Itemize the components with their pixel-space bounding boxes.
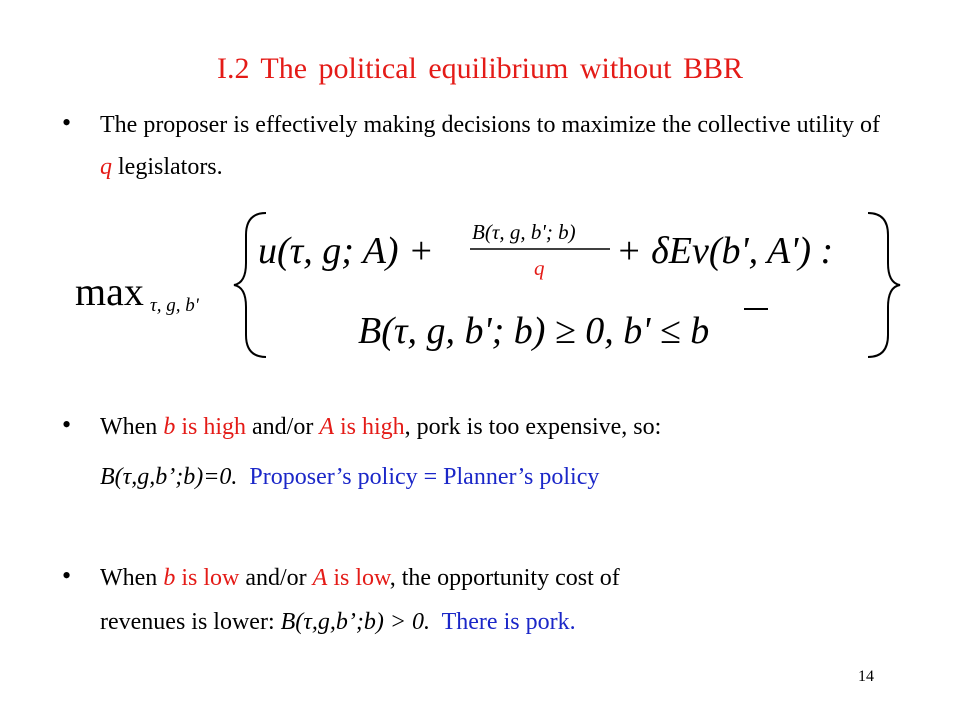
bullet-2-andor: and/or (246, 414, 320, 440)
bullet-3-rest: , the opportunity cost of (389, 565, 620, 591)
bullet-3-when: When (100, 565, 164, 591)
bullet-marker: • (62, 561, 72, 590)
bullet-3-is-low-2: is low (327, 565, 390, 591)
formula-fraction-denominator: q (534, 256, 545, 280)
bullet-2-rest: , pork is too expensive, so: (404, 414, 662, 440)
slide-title: I.2 The political equilibrium without BBR (216, 52, 744, 85)
bullet-2-is-high-2: is high (333, 414, 405, 440)
bullet-3-line-2 (100, 601, 880, 643)
bullet-2-line-2 (100, 456, 880, 498)
bullet-2-A: A (319, 414, 334, 440)
bullet-3-pork: There is pork. (441, 609, 576, 635)
bullet-2-text (100, 406, 880, 498)
bullet-marker: • (62, 108, 72, 137)
bullet-1-q: q (100, 154, 112, 180)
bullet-3-is-low-1: is low (175, 565, 240, 591)
formula-fraction-numerator: B(τ, g, b'; b) (472, 220, 576, 244)
bullet-1-text (100, 104, 880, 188)
bullet-3-A: A (312, 565, 328, 591)
bullet-2-b: b (163, 414, 176, 440)
formula-constraint: B(τ, g, b'; b) ≥ 0, b' ≤ b (358, 310, 710, 352)
bullet-2-policy: Proposer’s policy = Planner’s policy (249, 464, 600, 490)
maximization-formula (70, 205, 910, 365)
page-number: 14 (858, 668, 874, 685)
bullet-3-equation: B(τ,g,b’;b) > 0. (280, 609, 431, 635)
bullet-2-is-high-1: is high (175, 414, 246, 440)
bullet-1-part2: legislators. (112, 154, 223, 180)
bullet-2-line-1 (100, 406, 880, 448)
bullet-3-b: b (163, 565, 176, 591)
bullet-2-when: When (100, 414, 164, 440)
formula-subscript: τ, g, b' (150, 295, 199, 316)
bullet-1-part1: The proposer is effectively making decisions to maximize the collective utility of (100, 112, 880, 138)
bullet-3-text (100, 557, 880, 643)
right-brace (868, 213, 900, 357)
bullet-3-line2-start: revenues is lower: (100, 609, 281, 635)
formula-ev-term: + δEv(b', A') : (616, 230, 834, 272)
formula-utility-term: u(τ, g; A) + (258, 230, 434, 272)
formula-max: max (75, 269, 144, 314)
bullet-3-line-1 (100, 557, 880, 599)
bullet-3-andor: and/or (239, 565, 313, 591)
bullet-marker: • (62, 410, 72, 439)
bullet-2-equation: B(τ,g,b’;b)=0. (100, 464, 238, 490)
